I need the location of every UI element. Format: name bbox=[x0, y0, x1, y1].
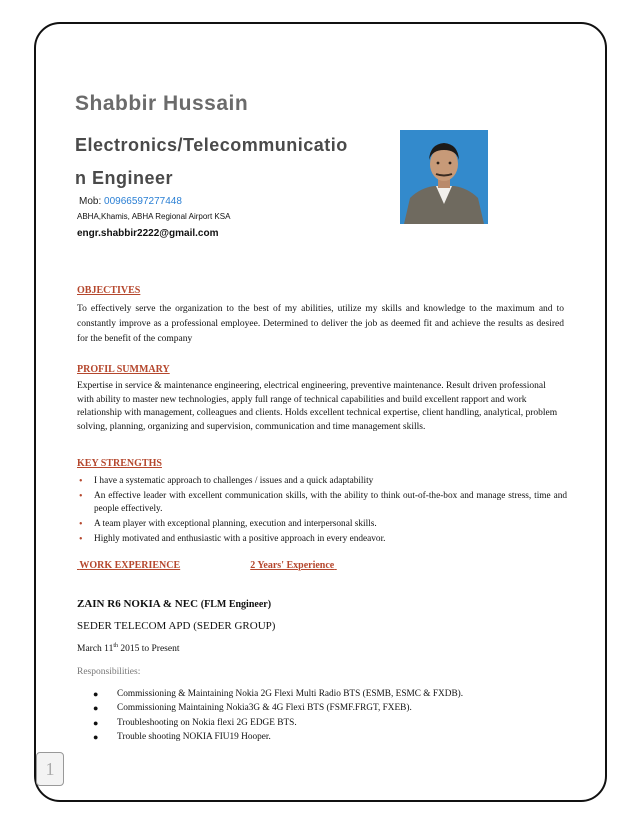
company-line bbox=[77, 598, 271, 610]
email-link[interactable]: engr.shabbir2222@gmail.com bbox=[77, 228, 219, 239]
mobile-label: Mob: bbox=[79, 196, 102, 207]
company-name: ZAIN R6 NOKIA & NEC bbox=[77, 598, 199, 610]
bullet-icon: ● bbox=[93, 703, 99, 714]
work-experience-heading bbox=[77, 560, 337, 571]
experience-duration: 2 Years' Experience bbox=[250, 560, 335, 571]
list-item: ● Commissioning & Maintaining Nokia 2G Flexi Multi Radio BTS (ESMB, ESMC & FXDB). bbox=[93, 687, 463, 701]
job-role: (FLM Engineer) bbox=[200, 599, 272, 610]
list-item: • I have a systematic approach to challenges / issues and a quick adaptability bbox=[79, 476, 374, 487]
bullet-icon: ● bbox=[93, 731, 99, 742]
profile-summary-text: Expertise in service & maintenance engineering, electrical engineering, preventive maintenance. Result driven professional with ability to master new technologies, apply full range of technical capabilities and build excellent rapport and work relationship with management, colleagues and clients. Holds excellent technical expertise, client handling, analytical, problem solving, planning, organizing and supervision, communication and time management skills. bbox=[77, 381, 558, 432]
responsibilities-list bbox=[93, 687, 463, 744]
bullet-icon: ● bbox=[93, 717, 99, 728]
list-item: • Highly motivated and enthusiastic with a positive approach in every endeavor. bbox=[79, 534, 386, 545]
key-strengths-heading: KEY STRENGTHS bbox=[77, 458, 162, 469]
candidate-name: Shabbir Hussain bbox=[75, 92, 249, 115]
address: ABHA,Khamis, ABHA Regional Airport KSA bbox=[77, 212, 231, 221]
bullet-icon: • bbox=[79, 491, 83, 502]
list-item: • A team player with exceptional planning, execution and interpersonal skills. bbox=[79, 519, 377, 530]
bullet-icon: • bbox=[79, 534, 83, 545]
list-item: • An effective leader with excellent communication skills, with the ability to think out-of-the-box and manage stress, time and people effectively. bbox=[79, 491, 567, 514]
key-strengths-list bbox=[77, 475, 567, 548]
objectives-text: To effectively serve the organization to the best of my abilities, utilize my skills and knowledge to the maximum and to constantly improve as a professional employee. Determined to deliver the job as deemed fit and achieve the results as desired for the benefit of the company bbox=[77, 304, 564, 344]
employer-name: SEDER TELECOM APD (SEDER GROUP) bbox=[77, 620, 276, 632]
job-title-line2: n Engineer bbox=[75, 168, 174, 188]
bullet-icon: • bbox=[79, 519, 83, 530]
page-number: 1 bbox=[36, 752, 64, 786]
objectives-heading: OBJECTIVES bbox=[77, 285, 141, 296]
list-item: ● Commissioning Maintaining Nokia3G & 4G Flexi BTS (FSMF.FRGT, FXEB). bbox=[93, 701, 463, 715]
bullet-icon: ● bbox=[93, 689, 99, 699]
list-item: ● Trouble shooting NOKIA FIU19 Hooper. bbox=[93, 730, 463, 744]
profile-photo bbox=[400, 130, 488, 224]
profile-summary-heading: PROFIL SUMMARY bbox=[77, 364, 170, 375]
mobile-line bbox=[79, 196, 182, 207]
job-title-line1: Electronics/Telecommunicatio bbox=[75, 135, 348, 155]
work-experience-label: WORK EXPERIENCE bbox=[79, 560, 181, 571]
employment-date: March 11th 2015 to Present bbox=[77, 643, 180, 655]
responsibilities-label: Responsibilities: bbox=[77, 667, 141, 677]
mobile-number[interactable]: 00966597277448 bbox=[104, 196, 182, 207]
bullet-icon: • bbox=[79, 476, 83, 487]
list-item: ● Troubleshooting on Nokia flexi 2G EDGE BTS. bbox=[93, 716, 463, 730]
